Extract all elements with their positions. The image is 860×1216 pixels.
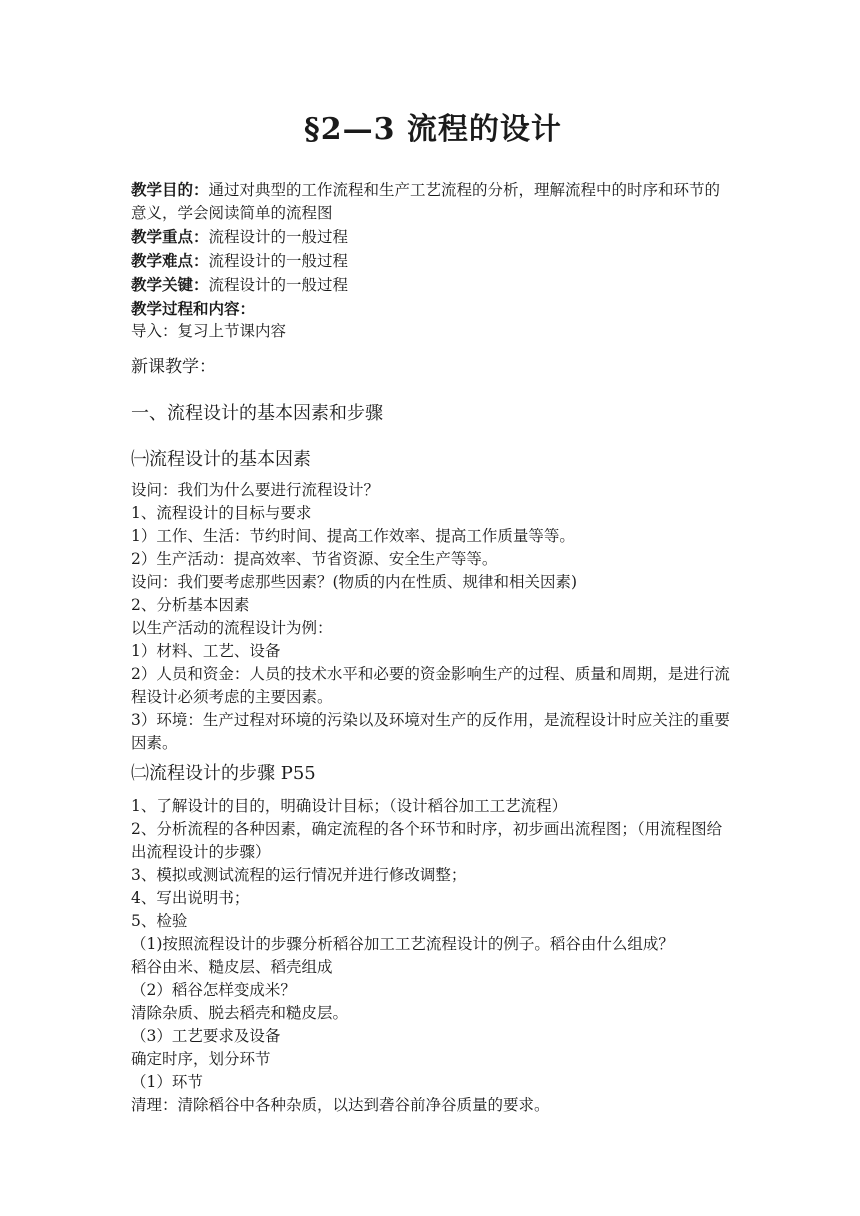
subsection-factors-body <box>131 479 735 755</box>
teaching-key-label: 教学关键： <box>131 275 209 294</box>
teaching-focus <box>131 225 735 249</box>
teaching-difficulty-label: 教学难点： <box>131 251 209 270</box>
body-line: 1）工作、生活：节约时间、提高工作效率、提高工作质量等等。 <box>131 527 575 545</box>
body-line: （1）环节 <box>131 1073 203 1091</box>
teaching-goal-label: 教学目的： <box>131 180 209 199</box>
teaching-process-label: 教学过程和内容： <box>131 299 256 318</box>
body-line: 设问：我们为什么要进行流程设计？ <box>131 481 380 499</box>
teaching-difficulty <box>131 249 735 273</box>
new-lesson-heading: 新课教学： <box>131 357 216 377</box>
teaching-key-text: 流程设计的一般过程 <box>208 276 349 294</box>
teaching-key <box>131 273 735 297</box>
body-line: （3）工艺要求及设备 <box>131 1027 281 1045</box>
body-line: （1)按照流程设计的步骤分析稻谷加工工艺流程设计的例子。稻谷由什么组成？ <box>131 935 674 953</box>
body-line: 1、流程设计的目标与要求 <box>131 504 312 522</box>
body-line: 2、分析基本因素 <box>131 596 250 614</box>
body-line: 稻谷由米、糙皮层、稻壳组成 <box>131 958 333 976</box>
section-heading: 一、流程设计的基本因素和步骤 <box>131 403 383 424</box>
body-line: 2）生产活动：提高效率、节省资源、安全生产等等。 <box>131 550 498 568</box>
body-line: 2）人员和资金：人员的技术水平和必要的资金影响生产的过程、质量和周期，是进行流程设计必须考虑的主要因素。 <box>131 665 730 706</box>
teaching-goal-text: 通过对典型的工作流程和生产工艺流程的分析，理解流程中的时序和环节的意义，学会阅读简单的流程图 <box>131 181 721 222</box>
body-line: 3、模拟或测试流程的运行情况并进行修改调整； <box>131 866 467 884</box>
subsection-factors-heading: ㈠流程设计的基本因素 <box>131 449 311 470</box>
teaching-focus-label: 教学重点： <box>131 227 209 246</box>
body-line: （2）稻谷怎样变成米？ <box>131 981 296 999</box>
body-line: 3）环境：生产过程对环境的污染以及环境对生产的反作用，是流程设计时应关注的重要因素。 <box>131 711 730 752</box>
body-line: 清除杂质、脱去稻壳和糙皮层。 <box>131 1004 349 1022</box>
body-line: 1、了解设计的目的，明确设计目标；（设计稻谷加工工艺流程） <box>131 797 568 815</box>
body-line: 确定时序，划分环节 <box>131 1050 271 1068</box>
body-line: 以生产活动的流程设计为例： <box>131 619 333 637</box>
subsection-steps-body <box>131 795 735 1117</box>
teaching-focus-text: 流程设计的一般过程 <box>208 228 349 246</box>
subsection-steps-heading: ㈡流程设计的步骤 P55 <box>131 763 316 784</box>
teaching-goal <box>131 178 735 225</box>
teaching-difficulty-text: 流程设计的一般过程 <box>208 252 349 270</box>
body-line: 2、分析流程的各种因素，确定流程的各个环节和时序，初步画出流程图；（用流程图给出流程设计的步骤） <box>131 820 723 861</box>
page-title: §2—3 流程的设计 <box>304 112 562 147</box>
body-line: 1）材料、工艺、设备 <box>131 642 281 660</box>
body-line: 5、检验 <box>131 912 188 930</box>
intro-line: 导入：复习上节课内容 <box>131 322 287 340</box>
document-page <box>131 110 735 1117</box>
body-line: 4、写出说明书； <box>131 889 250 907</box>
body-line: 清理：清除稻谷中各种杂质，以达到砻谷前净谷质量的要求。 <box>131 1096 550 1114</box>
body-line: 设问：我们要考虑那些因素？(物质的内在性质、规律和相关因素) <box>131 573 578 591</box>
